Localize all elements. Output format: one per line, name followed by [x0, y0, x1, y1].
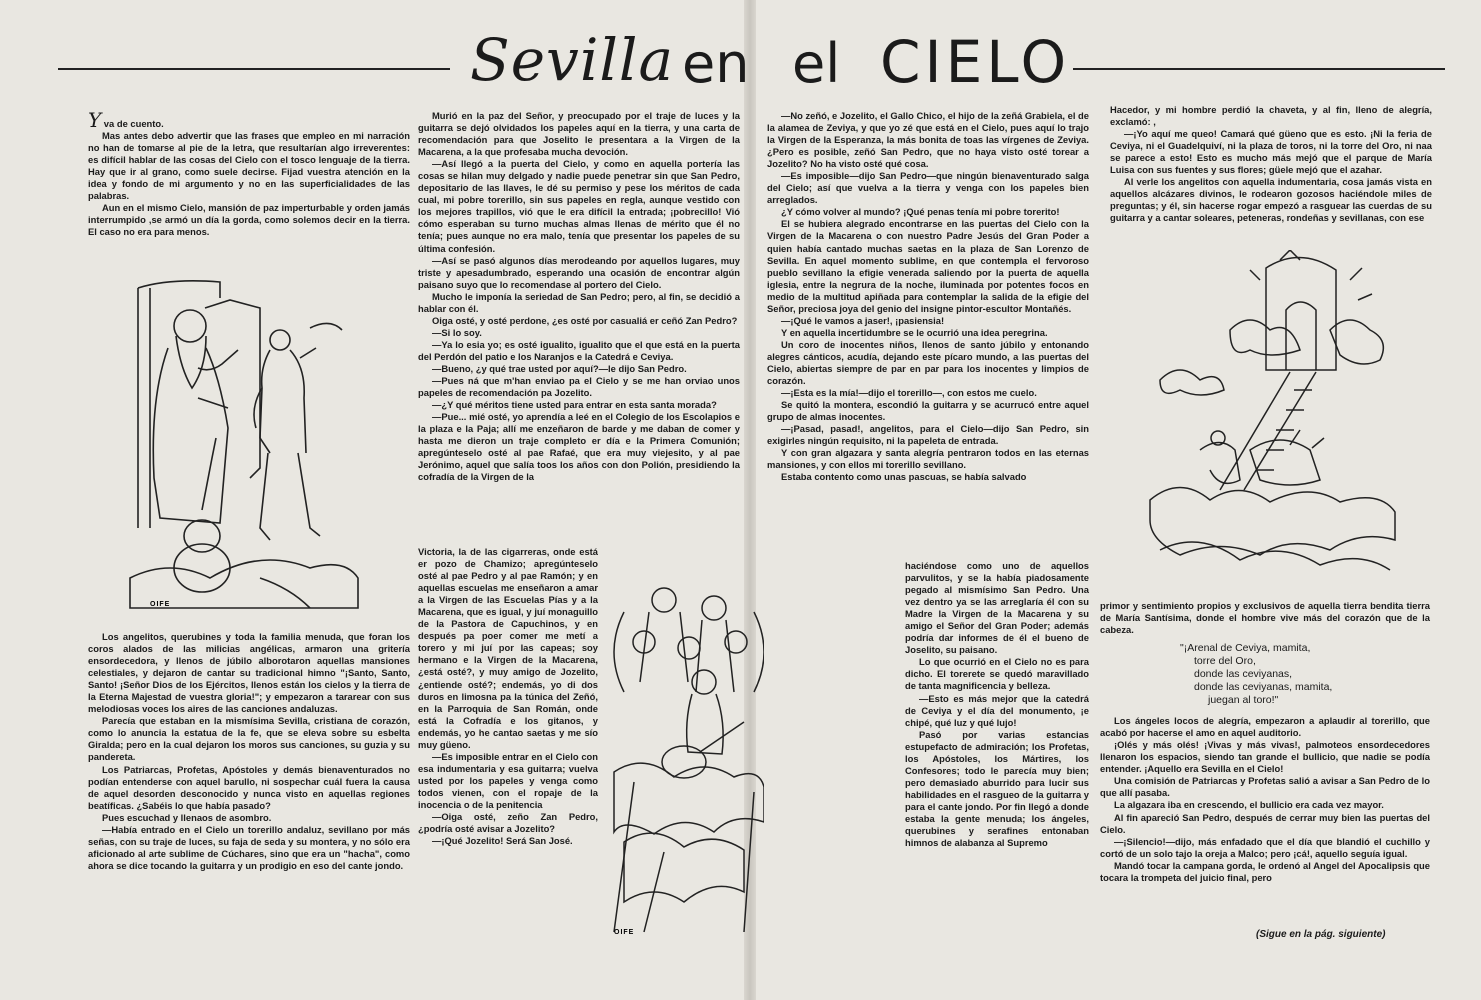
paragraph: —No zeñó, e Jozelito, el Gallo Chico, el hijo de la zeñá Grabiela, el de la alamea de Zeviya, y que yo zé que está en el Cielo, pues aquí lo trajo la Virgen de la Esperanza, la más bonita de toas las vírgenes de Zeviya. ¿Pero es posible, zeñó San Pedro, que no haya visto osté torear a Jozelito? No ha visto osté qué cosa.	[767, 110, 1089, 170]
paragraph: —¡Pasad, pasad!, angelitos, para el Cielo—dijo San Pedro, sin exigirles ningún requisito, ni la papeleta de entrada.	[767, 423, 1089, 447]
paragraph: La algazara iba en crescendo, el bullicio era cada vez mayor.	[1114, 799, 1384, 811]
poem-line: donde las ceviyanas,	[1194, 668, 1293, 681]
column-2-narrow	[418, 546, 598, 847]
paragraph: Hacedor, y mi hombre perdió la chaveta, y al fin, lleno de alegría, exclamó: ,	[1110, 104, 1432, 128]
paragraph: Los Patriarcas, Profetas, Apóstoles y demás bienaventurados no podían entenderse con aquel barullo, ni sospechar cuál fuera la causa de aquel desorden desconocido y nunca visto en aquellas regiones beatíficas. ¿Sabéis lo que había pasado?	[88, 763, 410, 811]
paragraph: Los angelitos, querubines y toda la familia menuda, que foran los coros alados de las milicias angélicas, armaron una gritería ensordecedora, y llenos de júbilo alborotaron aquellas mansiones celestiales, y dejaron de cantar su tradicional himno "¡Santo, Santo, Santo! ¡Señor Dios de los Ejércitos, llenos están los cielos y la tierra de la Eterna Majestad de vuestra gloria!"; y empezaron a tararear con sus melodiosas voces los aires de las canciones andaluzas.	[88, 631, 410, 715]
poem-line: torre del Oro,	[1194, 655, 1256, 668]
paragraph: Oiga osté, y osté perdone, ¿es osté por casualiá er ceñó Zan Pedro?	[432, 314, 738, 326]
paragraph: —Pues ná que m'han enviao pa el Cielo y se me han orviao unos papeles de recomendación pa Jozelito.	[418, 375, 740, 399]
paragraph: ¡Olés y más olés! ¡Vivas y más vivas!, palmoteos ensordecedores llenaron los espacios, siendo tan grande el bullicio, que nadie se podía entender. ¡Aquello era Sevilla en el Cielo!	[1100, 739, 1430, 775]
paragraph: Y con gran algazara y santa alegría pentraron todos en las eternas mansiones, y con ellos mi torerillo sevillano.	[767, 447, 1089, 471]
paragraph: —¡Yo aquí me queo! Camará qué güeno que es esto. ¡Ni la feria de Ceviya, ni el Guadelquiví, ni la plaza de toros, ni la torre del Oro, ni naa se parece a esto! Esto es mucho más mejó que el parque de María Luisa con sus fuentes y sus flores; güele mejó que el azahar.	[1110, 128, 1432, 176]
paragraph: —¡Silencio!—dijo, más enfadado que el día que blandió el cuchillo y cortó de un solo tajo la oreja a Malco; pero ¡cá!, aquello seguía igual.	[1100, 835, 1430, 859]
paragraph: va de cuento.	[101, 118, 164, 129]
paragraph: Mucho le imponía la seriedad de San Pedro; pero, al fin, se decidió a hablar con él.	[418, 290, 740, 314]
artist-signature: OIFE	[614, 929, 635, 936]
paragraph: El se hubiera alegrado encontrarse en las puertas del Cielo con la Virgen de la Macarena o con nuestro Padre Jesús del Gran Poder a quien había cantado muchas saetas en la plaza de San Lorenzo de Sevilla. En aquel momento sublime, en que contempla el fervoroso pueblo sevillano la efigie venerada saliendo por la puerta de aquella iglesia, entre la negrura de la noche, iluminada por potentes focos en medio de la multitud apiñada para contemplar la salida de la efigie del Señor, preciosa joya del genio del insigne pintor-escultor Montañés.	[767, 218, 1089, 314]
paragraph: Victoria, la de las cigarreras, onde está er pozo de Chamizo; apregúnteselo osté al pae Pedro y al pae Ramón; y en aquellas escuelas me enseñaron a amar a la Virgen de las Escuelas Pías y a la Macarena, que es igual, y juí monaguillo de la Pastora de Capuchinos, y en después pa poer comer me metí a torero y mi juí por las capeas; soy hermano e la Virgen de la Macarena, ¿está osté?, y muy amigo de Jozelito, ¿entiende osté?; endemás, yo di dos duros en limosna pa la túnica del Zeñó, en la Parroquia de San Román, onde está la Cofradía e los gitanos, y endemás, yo he cantao saetas y me sío muy güeno.	[418, 546, 598, 750]
paragraph: —Es imposible entrar en el Cielo con esa indumentaria y esa guitarra; vuelva usted por los papeles y venga como todos vienen, con el ropaje de la inocencia o de la penitencia	[418, 750, 598, 810]
paragraph: —Ya lo esia yo; es osté igualito, igualito que el que está en la puerta del Perdón del patio e los Naranjos e la Catedrá e Ceviya.	[418, 338, 740, 362]
illustration-angels-guitar	[604, 572, 764, 940]
illustration-heaven-gate	[1140, 250, 1400, 590]
headline	[460, 18, 1070, 102]
poem-line: "¡Arenal de Ceviya, mamita,	[1180, 642, 1311, 655]
headline-sevilla: Sevilla	[470, 26, 675, 94]
paragraph: —Había entrado en el Cielo un torerillo andaluz, sevillano por más señas, con su traje de luces, su faja de seda y su montera, y no sólo era aficionado al arte sublime de Cúchares, sino que era un "hacha", como ahora se dice tocando la guitarra y un prodigio en eso del cante jondo.	[88, 823, 410, 871]
paragraph: Pasó por varias estancias estupefacto de admiración; los Profetas, los Apóstoles, los Mártires, los Confesores; todo le parecía muy bien; pero demasiado aburrido para lucir sus habilidades en el rasgueo de la guitarra y para el cante jondo. Por fin llegó a donde estaba la gente menuda; los ángeles, querubines y serafines entonaban himnos de alabanza al Supremo	[905, 728, 1089, 849]
poem-line: juegan al toro!"	[1208, 694, 1279, 707]
column-1-top	[88, 108, 410, 238]
paragraph: haciéndose como uno de aquellos parvulitos, y se la había piadosamente pegado al mismísimo San Pedro. Una vez dentro ya se las arreglaría él con su Madre la Virgen de la Macarena y su amigo el Señor del Gran Poder; además podría dar informes de él el bueno de Joselito, su paisano.	[905, 560, 1089, 656]
paragraph: —Pue... mié osté, yo aprendía a leé en el Colegio de los Escolapios e la plaza e la Paja; allí me enzeñaron de barde y me daban de comer y hasta me dieron un traje completo er día e la Primera Comunión; apregúnteselo osté al pae Rafaé, que era muy viejesito, y al pae Jerónimo, aquel que salía toos los años con don Polión, presidiendo la cofradía de la Virgen de la	[418, 411, 740, 483]
headline-cielo: CIELO	[880, 28, 1071, 96]
paragraph: ¿Y cómo volver al mundo? ¡Qué penas tenía mi pobre torerito!	[781, 206, 1060, 218]
paragraph: Un coro de inocentes niños, llenos de santo júbilo y entonando alegres cánticos, acudía, dejando este pícaro mundo, a las puertas del Cielo, abiertas siempre de par en par para los inocentes y limpios de corazón.	[767, 338, 1089, 387]
poem-verse	[1180, 642, 1430, 707]
paragraph: —Esto es más mejor que la catedrá de Ceviya y el día del monumento, ¡e chipé, qué luz y qué lujo!	[905, 692, 1089, 728]
column-4-top	[1110, 104, 1432, 224]
paragraph: —¡Qué le vamos a jaser!, ¡pasiensia!	[781, 314, 945, 326]
paragraph: Una comisión de Patriarcas y Profetas salió a avisar a San Pedro de lo que allí pasaba.	[1100, 775, 1430, 799]
paragraph: Pues escuchad y llenaos de asombro.	[102, 811, 272, 823]
paragraph: Lo que ocurrió en el Cielo no es para dicho. El toreretе se quedó maravillado de tanta magnificencia y belleza.	[905, 656, 1089, 692]
paragraph: —Así llegó a la puerta del Cielo, y como en aquella portería las cosas se hilan muy delgado y nadie puede penetrar sin que San Pedro, depositario de las llaves, le dé su permiso y pese los méritos de cada cual, mi pobre torerillo, sin sus papeles en regla, aunque vestido con los mejores trapillos, vió que le era difícil la entrada; ¡pobrecillo! Vió cómo esperaban su turno muchas almas llenas de mérito que él no tenía; pues aunque no era malo, tenía que presentar los papeles de su última confesión.	[418, 158, 740, 254]
column-3-narrow	[905, 560, 1089, 849]
paragraph: Parecía que estaban en la mismísima Sevilla, cristiana de corazón, como lo anuncia la estatua de la fe, que se eleva sobre su esbelta Giralda; pero en la cual dejaron los moros sus canciones, su guzia y su pandereta.	[88, 715, 410, 763]
title-rule-right	[1073, 68, 1445, 70]
title-rule-left	[58, 68, 450, 70]
paragraph: Aun en el mismo Cielo, mansión de paz imperturbable y orden jamás interrumpido ,se armó un día la gorda, como solemos decir en la tierra. El caso no era para menos.	[88, 202, 410, 238]
paragraph: —¿Y qué méritos tiene usted para entrar en esta santa morada?	[432, 399, 717, 411]
headline-el: el	[792, 32, 841, 95]
artist-signature: OIFE	[150, 601, 171, 608]
paragraph: primor y sentimiento propios y exclusivos de aquella tierra bendita tierra de María Santísima, donde el hombre vive más del corazón que de la cabeza.	[1100, 600, 1430, 636]
headline-en: en	[682, 32, 750, 95]
drop-cap: Y	[88, 108, 102, 132]
column-3	[767, 110, 1089, 483]
paragraph: Mas antes debo advertir que las frases que empleo en mi narración no han de tomarse al pie de la letra, que resultarían algo irreverentes: es difícil hablar de las cosas del Cielo con el tosco lenguaje de la tierra. Hay que ir al grano, como suele decirse. Fijad vuestra atención en la idea y fondo de mi argumento y no en las superficialidades de las palabras.	[88, 130, 410, 202]
paragraph: Se quitó la montera, escondió la guitarra y se acurrucó entre aquel grupo de almas inocentes.	[767, 399, 1089, 423]
paragraph: Al fin apareció San Pedro, después de cerrar muy bien las puertas del Cielo.	[1100, 811, 1430, 835]
paragraph: —Si lo soy.	[432, 326, 482, 338]
paragraph: —Oiga osté, zeño Zan Pedro, ¿podría osté avisar a Jozelito?	[418, 811, 598, 835]
paragraph: Al verle los angelitos con aquella indumentaria, cosa jamás vista en aquellos alcázares divinos, le rodearon gozosos haciéndole miles de preguntas; y él, sin hacerse rogar empezó a rasguear las cuerdas de su guitarra y a cantar soleares, peteneras, rondeñas y sevillanas, con ese	[1110, 176, 1432, 224]
paragraph: —¡Qué Jozelito! Será San José.	[432, 835, 573, 847]
paragraph: Y en aquella incertidumbre se le ocurrió una idea peregrina.	[781, 326, 1048, 338]
continued-note: (Sigue en la pág. siguiente)	[1256, 929, 1386, 940]
column-1-bottom	[88, 631, 410, 872]
paragraph: Estaba contento como unas pascuas, se había salvado	[781, 471, 1027, 483]
paragraph: —Bueno, ¿y qué trae usted por aquí?—le dijo San Pedro.	[432, 362, 687, 374]
illustration-san-pedro-torero	[110, 278, 360, 618]
paragraph: —Es imposible—dijo San Pedro—que ningún bienaventurado salga del Cielo; así que vuelva a la tierra y venga con los papeles bien arreglados.	[767, 170, 1089, 206]
column-4-bottom	[1100, 600, 1430, 884]
paragraph: Murió en la paz del Señor, y preocupado por el traje de luces y la guitarra se dejó olvidados los papeles aquí en la tierra, y una carta de recomendación para que Joselito le presentara a la Virgen de la Macarena, a la que profesaba mucha devoción.	[418, 110, 740, 158]
paragraph: Los ángeles locos de alegría, empezaron a aplaudir al torerillo, que acabó por hacerse el amo en aquel auditorio.	[1100, 715, 1430, 739]
poem-line: donde las ceviyanas, mamita,	[1194, 681, 1333, 694]
paragraph: Mandó tocar la campana gorda, le ordenó al Angel del Apocalipsis que tocara la trompeta del juicio final, pero	[1100, 859, 1430, 883]
paragraph: —¡Esta es la mía!—dijo el torerillo—, con estos me cuelo.	[781, 387, 1037, 399]
paragraph: —Así se pasó algunos días merodeando por aquellos lugares, muy triste y apesadumbrado, esperando una ocasión de encontrar algún paisano suyo que lo recomendase al portero del Cielo.	[418, 254, 740, 290]
column-2	[418, 110, 740, 483]
